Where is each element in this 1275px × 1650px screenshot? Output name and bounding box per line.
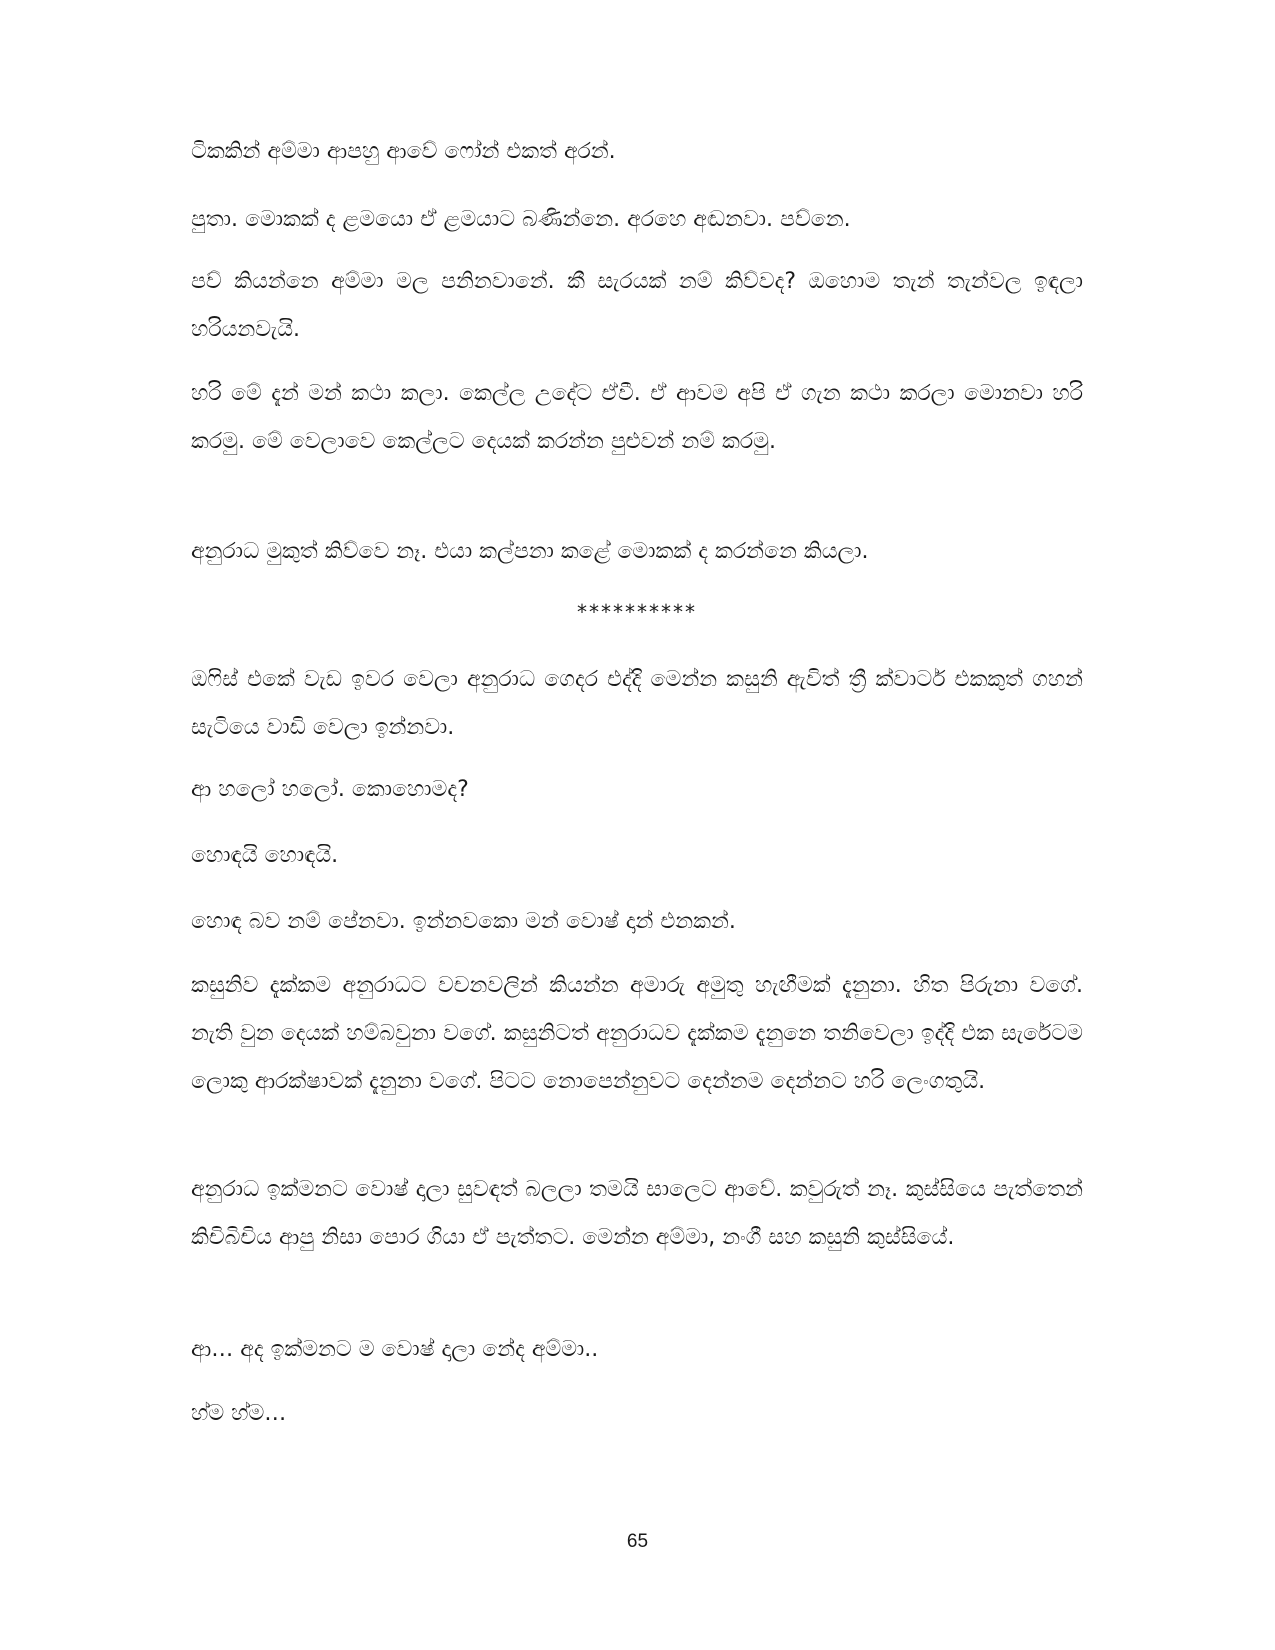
paragraph-3: පව් කියන්නෙ අම්මා මල පනිනවානේ. කී සැරයක් නම් කිව්වද? ඔහොම තැන් තැන්වල ඉඳලා හරියනවැයි.	[191, 269, 1083, 342]
paragraph-6: ඔෆිස් එකේ වැඩ ඉවර වෙලා අනුරාධ ගෙදර එද්දි මෙන්න කසුනි ඇවිත් ත්‍රී ක්වාටර් එකකුත් ගහන් සැටියෙ වාඩි වෙලා ඉන්නවා.	[191, 667, 1083, 740]
paragraph-13: හ්ම හ්ම…	[191, 1401, 287, 1426]
paragraph-2: පුතා. මොකක් ද ළමයො ඒ ළමයාට බණින්නෙ. අරහෙ අඬනවා. පව්නෙ.	[191, 207, 851, 232]
paragraph-4: හරි මේ දැන් මන් කථා කලා. කෙල්ල උදේට ඒවී. ඒ ආවම අපි ඒ ගැන කථා කරලා මොනවා හරි කරමු. මේ වෙලාවෙ කෙල්ලට දෙයක් කරන්න පුළුවන් නම් කරමු.	[191, 381, 1083, 454]
section-separator: **********	[577, 600, 697, 624]
paragraph-10: කසුනිව දැක්කම අනුරාධට වචනවලින් කියන්න අමාරු අමුතු හැඟීමක් දැනුනා. හිත පිරුනා වගේ. නැති වුන දෙයක් හම්බවුනා වගේ. කසුනිටත් අනුරාධව දැක්කම දැනුනෙ තනිවෙලා ඉද්දි එක සැරේටම ලොකු ආරක්ෂාවක් දැනුනා වගේ. පිටට නොපෙන්නුවට දෙන්නම දෙන්නට හරි ලෙංගතුයි.	[191, 973, 1083, 1094]
page-number: 65	[626, 1531, 649, 1552]
paragraph-7: ආ හලෝ හලෝ. කොහොමද?	[191, 777, 469, 802]
paragraph-8: හොඳයි හොඳයි.	[191, 843, 339, 868]
paragraph-11: අනුරාධ ඉක්මනට වොෂ් දාලා සුවඳත් බලලා තමයි සාලෙට ආවේ. කවුරුත් නෑ. කුස්සියෙ පැත්තෙන් කිචිබිචිය ආපු නිසා පොර ගියා ඒ පැත්තට. මෙන්න අම්මා, නංගී සහ කසුනි කුස්සියේ.	[191, 1177, 1083, 1250]
paragraph-9: හොඳ බව නම් පේනවා. ඉන්නවකො මන් වොෂ් දාන් එනකන්.	[191, 909, 736, 934]
paragraph-12: ආ… අද ඉක්මනට ම වොෂ් දාලා නේද අම්මා..	[191, 1337, 599, 1362]
paragraph-1: ටිකකින් අම්මා ආපහු ආවේ ෆෝන් එකත් අරන්.	[191, 139, 616, 164]
paragraph-5: අනුරාධ මුකුත් කිව්වෙ නෑ. එයා කල්පනා කළේ මොකක් ද කරන්නෙ කියලා.	[191, 539, 869, 564]
